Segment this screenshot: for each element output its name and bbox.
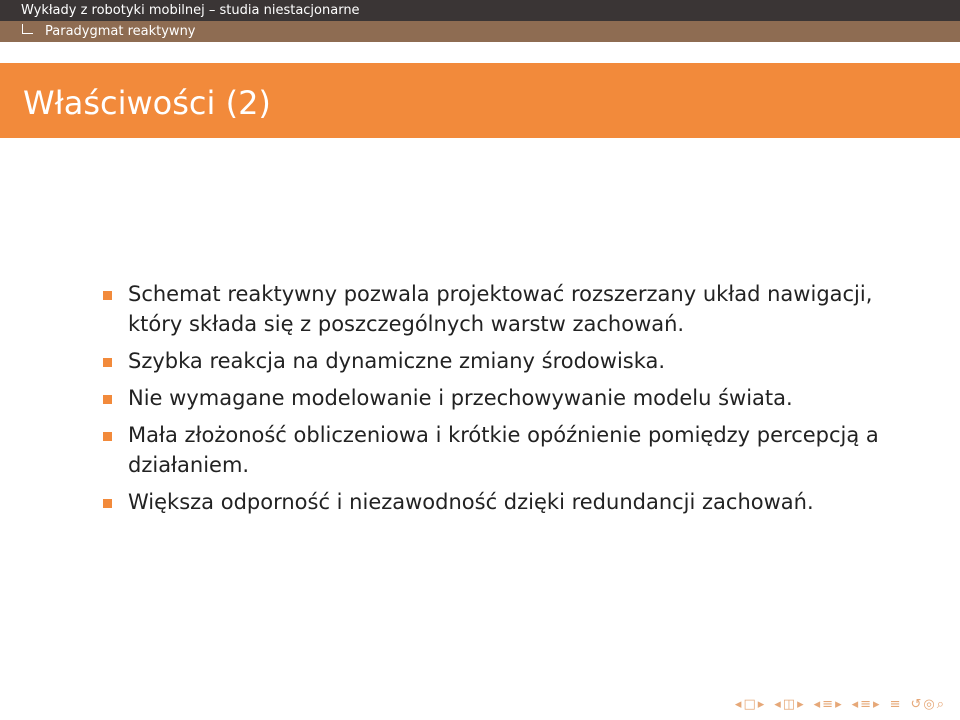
nav-right-arrow-icon[interactable]: ▸ bbox=[757, 696, 765, 712]
list-item bbox=[100, 420, 920, 480]
list-item bbox=[100, 279, 920, 339]
nav-find-icon[interactable]: ⌕ bbox=[936, 696, 944, 712]
list-item-text: Szybka reakcja na dynamiczne zmiany środowiska. bbox=[128, 349, 666, 373]
list-item-text: Mała złożoność obliczeniowa i krótkie opóźnienie pomiędzy percepcją a działaniem. bbox=[128, 423, 879, 477]
square-bullet-icon bbox=[103, 499, 112, 508]
course-title: Wykłady z robotyki mobilnej – studia niestacjonarne bbox=[21, 3, 360, 18]
list-item bbox=[100, 383, 920, 413]
list-item bbox=[100, 346, 920, 376]
slide-title-bar bbox=[0, 63, 960, 138]
section-title: Paradygmat reaktywny bbox=[45, 24, 196, 39]
square-bullet-icon bbox=[103, 291, 112, 300]
header-course-bar bbox=[0, 0, 960, 21]
nav-right-arrow-icon[interactable]: ▸ bbox=[797, 696, 804, 712]
nav-frame-icon[interactable]: □ bbox=[743, 696, 756, 712]
list-item bbox=[100, 487, 920, 517]
list-item-text: Nie wymagane modelowanie i przechowywanie modelu świata. bbox=[128, 386, 793, 410]
nav-zoom-icon[interactable]: ◎ bbox=[923, 696, 935, 712]
slide-title: Właściwości (2) bbox=[23, 84, 271, 122]
nav-document-icon[interactable]: ≡ bbox=[860, 696, 872, 712]
beamer-navigation bbox=[735, 692, 950, 716]
square-bullet-icon bbox=[103, 395, 112, 404]
nav-subsection-icon[interactable]: ◫ bbox=[782, 696, 796, 712]
square-bullet-icon bbox=[103, 432, 112, 441]
nav-search-icon[interactable]: ↺ bbox=[910, 696, 922, 712]
nav-right-arrow-icon[interactable]: ▸ bbox=[873, 696, 880, 712]
list-item-text: Schemat reaktywny pozwala projektować rozszerzany układ nawigacji, który składa się z poszczególnych warstw zachowań. bbox=[128, 282, 873, 336]
header-section-bar bbox=[0, 21, 960, 42]
nav-section-icon[interactable]: ≡ bbox=[822, 696, 834, 712]
nav-right-arrow-icon[interactable]: ▸ bbox=[835, 696, 842, 712]
square-bullet-icon bbox=[103, 358, 112, 367]
nav-left-arrow-icon[interactable]: ◂ bbox=[734, 696, 742, 712]
bullet-list bbox=[100, 279, 920, 524]
nav-left-arrow-icon[interactable]: ◂ bbox=[774, 696, 781, 712]
nav-left-arrow-icon[interactable]: ◂ bbox=[813, 696, 821, 712]
nav-left-arrow-icon[interactable]: ◂ bbox=[851, 696, 859, 712]
list-item-text: Większa odporność i niezawodność dzięki redundancji zachowań. bbox=[128, 490, 814, 514]
nav-align-icon[interactable]: ≡ bbox=[889, 696, 901, 712]
tree-branch-icon bbox=[22, 24, 33, 34]
